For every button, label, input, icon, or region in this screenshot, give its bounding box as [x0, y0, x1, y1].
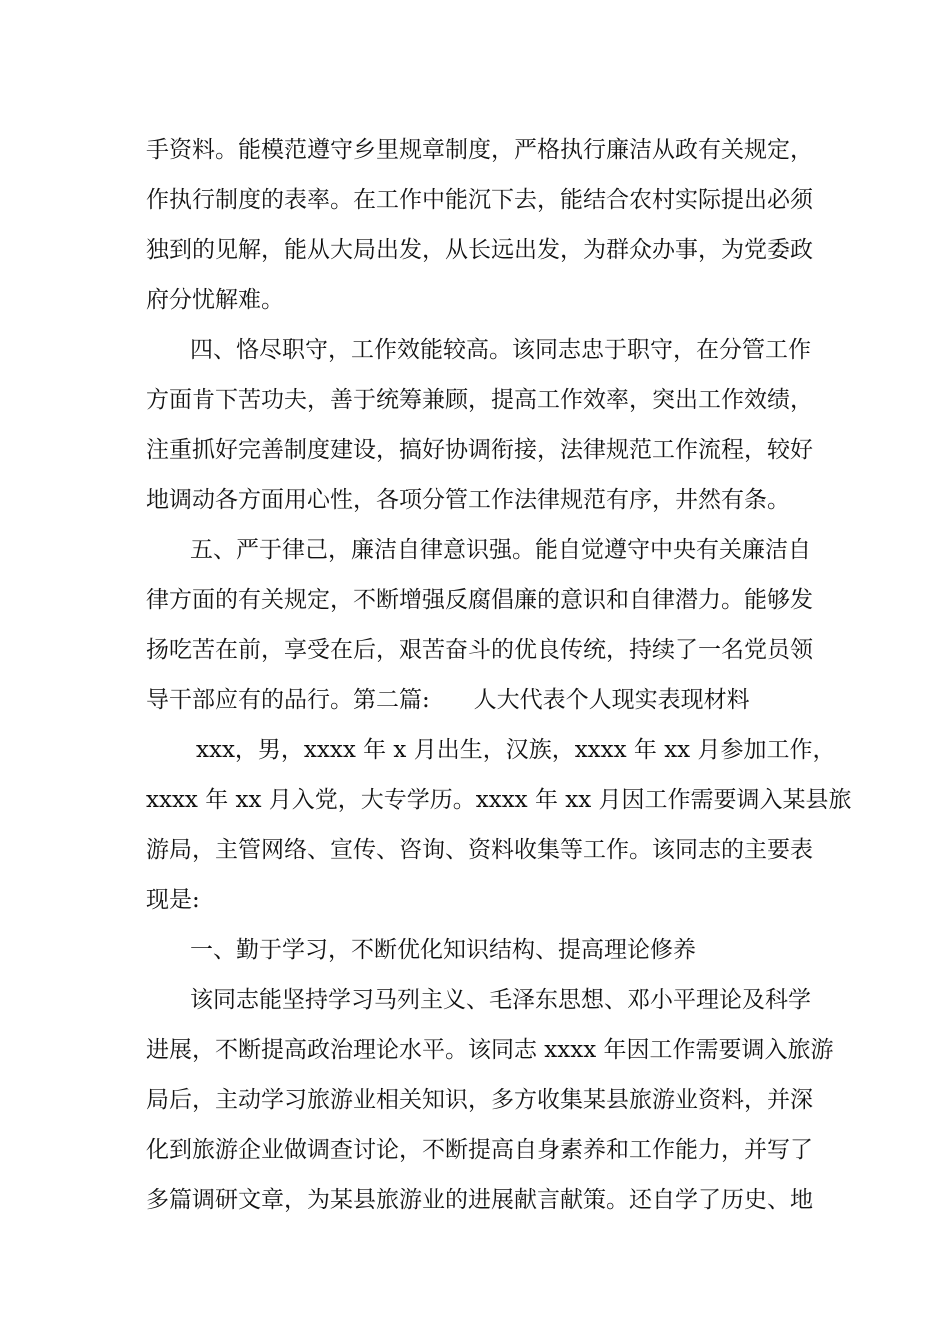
intro-paragraph-start: xxx，男，xxxx 年 x 月出生，汉族，xxxx 年 xx 月参加工作，	[196, 737, 836, 763]
second-article-title-line: 导干部应有的品行。第二篇: 人大代表个人现实表现材料	[146, 687, 750, 713]
section-four-paragraph-start: 四、恪尽职守，工作效能较高。该同志忠于职守，在分管工作	[190, 337, 811, 363]
body-text-line: 游局，主管网络、宣传、咨询、资料收集等工作。该同志的主要表	[146, 837, 813, 863]
body-text-line: 进展，不断提高政治理论水平。该同志 xxxx 年因工作需要调入旅游	[146, 1037, 834, 1063]
body-text-line: 化到旅游企业做调查讨论，不断提高自身素养和工作能力，并写了	[146, 1137, 813, 1163]
body-text-line: 独到的见解，能从大局出发，从长远出发，为群众办事，为党委政	[146, 237, 813, 263]
body-text-line: 扬吃苦在前，享受在后，艰苦奋斗的优良传统，持续了一名党员领	[146, 637, 813, 663]
body-text-line: 方面肯下苦功夫，善于统筹兼顾，提高工作效率，突出工作效绩，	[146, 387, 813, 413]
body-text-line: 现是:	[146, 887, 200, 913]
body-text-line: xxxx 年 xx 月入党，大专学历。xxxx 年 xx 月因工作需要调入某县旅	[146, 787, 852, 813]
section-one-heading: 一、勤于学习，不断优化知识结构、提高理论修养	[190, 937, 696, 963]
body-text-line: 作执行制度的表率。在工作中能沉下去，能结合农村实际提出必须	[146, 187, 813, 213]
body-text-line: 律方面的有关规定，不断增强反腐倡廉的意识和自律潜力。能够发	[146, 587, 813, 613]
body-text-line: 局后，主动学习旅游业相关知识，多方收集某县旅游业资料，并深	[146, 1087, 813, 1113]
body-text-line: 多篇调研文章，为某县旅游业的进展献言献策。还自学了历史、地	[146, 1187, 813, 1213]
body-text-line: 手资料。能模范遵守乡里规章制度，严格执行廉洁从政有关规定，	[146, 137, 813, 163]
body-text-line: 地调动各方面用心性，各项分管工作法律规范有序，井然有条。	[146, 487, 790, 513]
body-text-line: 府分忧解难。	[146, 287, 284, 313]
body-text-line: 注重抓好完善制度建设，搞好协调衔接，法律规范工作流程，较好	[146, 437, 813, 463]
study-paragraph-start: 该同志能坚持学习马列主义、毛泽东思想、邓小平理论及科学	[190, 987, 811, 1013]
section-five-paragraph-start: 五、严于律己，廉洁自律意识强。能自觉遵守中央有关廉洁自	[190, 537, 811, 563]
